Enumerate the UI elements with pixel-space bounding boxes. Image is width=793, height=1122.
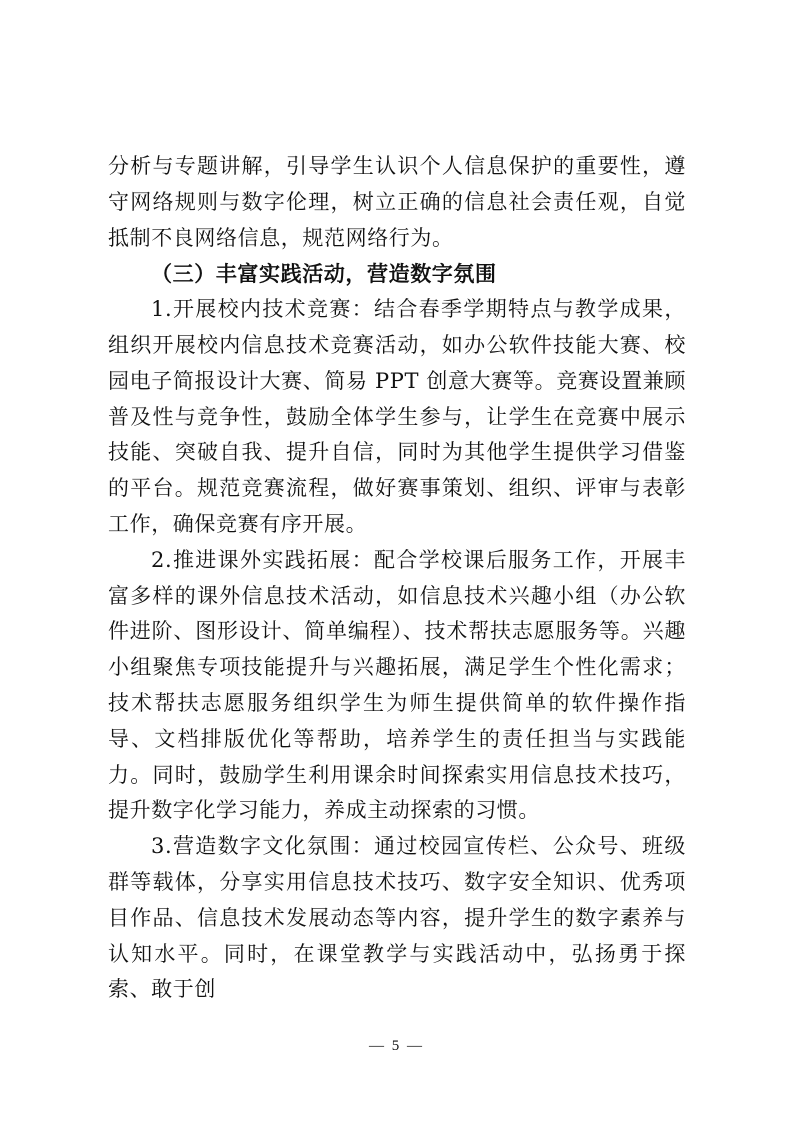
section-heading: （三）丰富实践活动，营造数字氛围 [151, 261, 497, 287]
document-body [108, 149, 686, 1008]
paragraph-3: 3.营造数字文化氛围：通过校园宣传栏、公众号、班级群等载体，分享实用信息技术技巧、数字安全知识、优秀项目作品、信息技术发展动态等内容，提升学生的数字素养与认知水平。同时，在课堂教学与实践活动中，弘扬勇于探索、敢于创 [108, 834, 686, 1002]
paragraph-1: 1.开展校内技术竞赛：结合春季学期特点与教学成果，组织开展校内信息技术竞赛活动，如办公软件技能大赛、校园电子简报设计大赛、简易 PPT 创意大赛等。竞赛设置兼顾普及性与竞争性，鼓励全体学生参与，让学生在竞赛中展示技能、突破自我、提升自信，同时为其他学生提供学习借鉴的平台。规范竞赛流程，做好赛事策划、组织、评审与表彰工作，确保竞赛有序开展。 [108, 297, 686, 536]
paragraph-continuation: 分析与专题讲解，引导学生认识个人信息保护的重要性，遵守网络规则与数字伦理，树立正确的信息社会责任观，自觉抵制不良网络信息，规范网络行为。 [108, 154, 686, 250]
page-number: — 5 — [369, 1038, 424, 1054]
paragraph-2: 2.推进课外实践拓展：配合学校课后服务工作，开展丰富多样的课外信息技术活动，如信息技术兴趣小组（办公软件进阶、图形设计、简单编程）、技术帮扶志愿服务等。兴趣小组聚焦专项技能提升与兴趣拓展，满足学生个性化需求；技术帮扶志愿服务组织学生为师生提供简单的软件操作指导、文档排版优化等帮助，培养学生的责任担当与实践能力。同时，鼓励学生利用课余时间探索实用信息技术技巧，提升数字化学习能力，养成主动探索的习惯。 [108, 547, 686, 823]
